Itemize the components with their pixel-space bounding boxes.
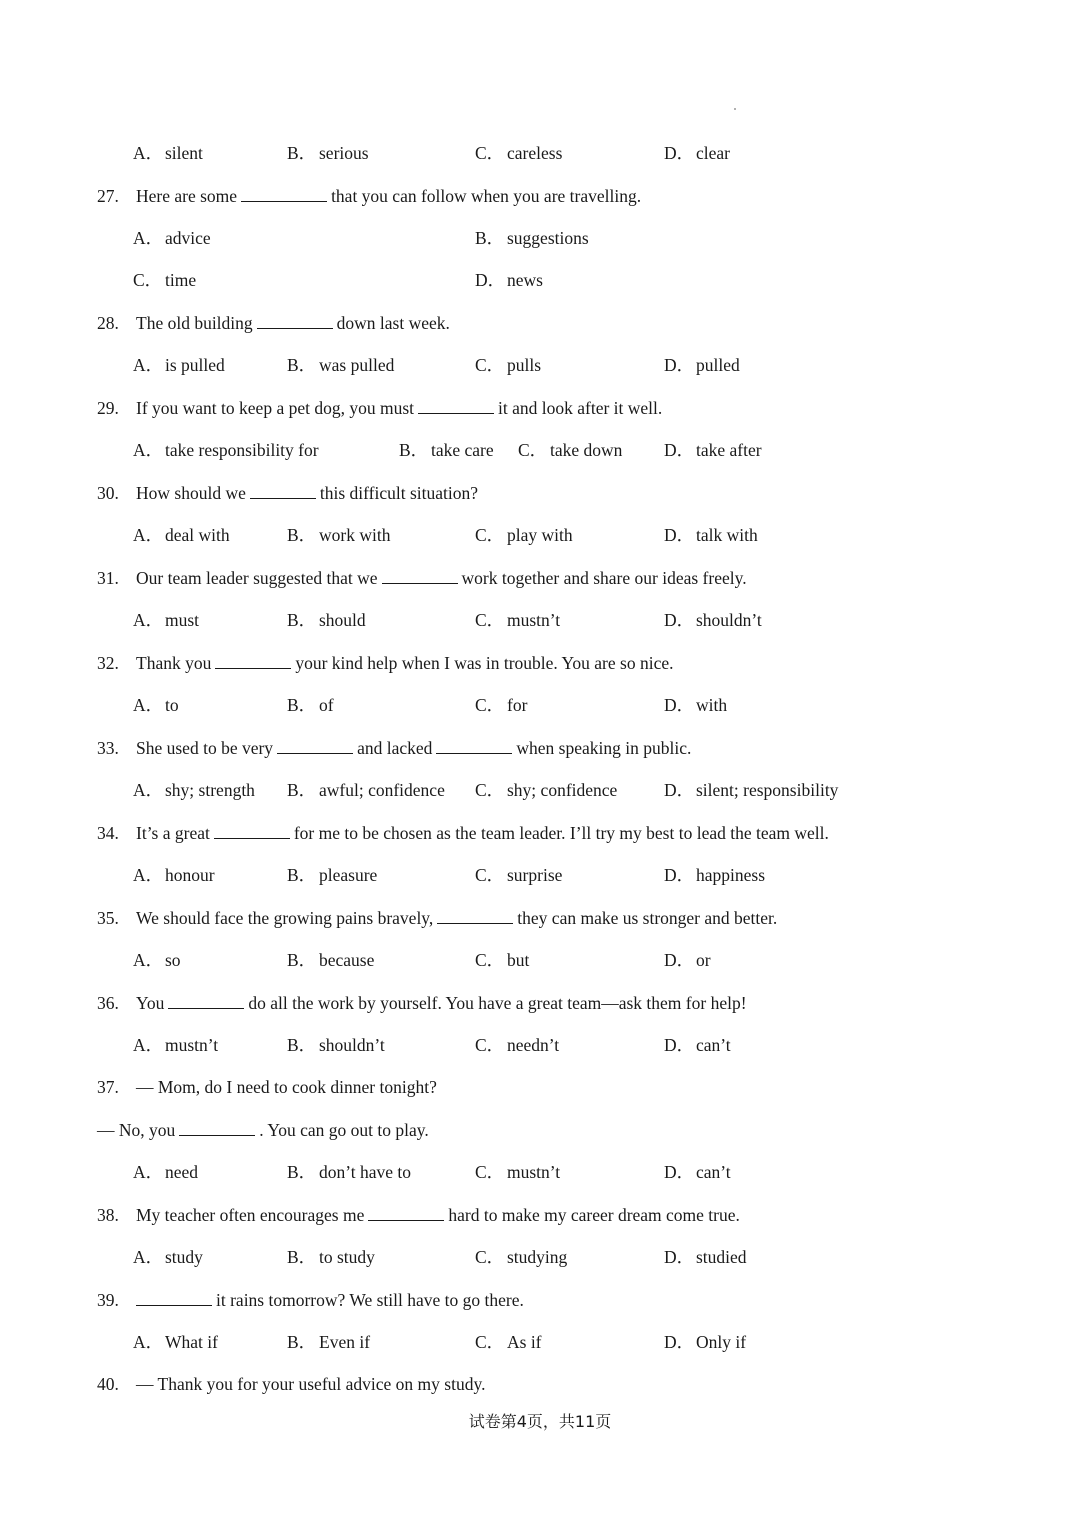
option-letter: A． — [133, 228, 164, 248]
option-b[interactable] — [287, 521, 390, 549]
option-text: so — [165, 950, 181, 970]
option-text: or — [696, 950, 711, 970]
option-text: can’t — [696, 1162, 731, 1182]
option-text: time — [165, 270, 197, 290]
option-letter: A． — [133, 1162, 164, 1182]
option-letter: B． — [287, 950, 317, 970]
option-letter: C． — [475, 143, 505, 163]
question-29-stem — [97, 393, 662, 421]
question-number: 38. — [97, 1205, 119, 1225]
option-b[interactable] — [287, 946, 374, 974]
stem-text: hard to make my career dream come true. — [448, 1205, 740, 1225]
stem-text: this difficult situation? — [319, 483, 478, 503]
option-letter: B． — [287, 865, 317, 885]
option-letter: D． — [664, 1162, 695, 1182]
question-number: 31. — [97, 568, 119, 588]
question-number: 28. — [97, 313, 119, 333]
stem-text: We should face the growing pains bravely, — [136, 908, 434, 928]
option-text: work with — [319, 525, 391, 545]
stem-text: — Thank you for your useful advice on my study. — [136, 1374, 486, 1394]
option-letter: C． — [475, 695, 505, 715]
option-letter: A． — [133, 440, 164, 460]
answer-blank — [277, 733, 353, 754]
option-text: awful; confidence — [319, 780, 445, 800]
option-letter: D． — [664, 950, 695, 970]
option-text: serious — [319, 143, 369, 163]
page-footer: 试卷第4页，共11页 — [468, 1412, 612, 1431]
option-c[interactable] — [475, 351, 541, 379]
option-b[interactable] — [287, 691, 334, 719]
question-34-stem — [97, 818, 829, 846]
option-text: take responsibility for — [165, 440, 319, 460]
stem-text: Here are some — [136, 186, 238, 206]
option-text: mustn’t — [507, 1162, 561, 1182]
option-b[interactable] — [287, 1243, 375, 1271]
question-31-stem — [97, 563, 747, 591]
option-c[interactable] — [475, 1031, 559, 1059]
option-c[interactable] — [518, 436, 622, 464]
question-number: 36. — [97, 993, 119, 1013]
option-c[interactable] — [475, 521, 573, 549]
option-d[interactable] — [664, 351, 740, 379]
option-letter: D． — [475, 270, 506, 290]
option-a[interactable] — [133, 1031, 218, 1059]
answer-blank — [179, 1115, 255, 1136]
question-35-stem — [97, 903, 777, 931]
option-letter: B． — [287, 525, 317, 545]
option-text: talk with — [696, 525, 758, 545]
option-letter: B． — [287, 610, 317, 630]
option-a[interactable] — [133, 691, 179, 719]
option-text: must — [165, 610, 200, 630]
option-c[interactable] — [475, 691, 527, 719]
option-text: shouldn’t — [319, 1035, 385, 1055]
option-letter: C． — [133, 270, 163, 290]
option-text: Even if — [319, 1332, 371, 1352]
scan-speck — [734, 108, 736, 110]
option-text: Only if — [696, 1332, 747, 1352]
option-text: As if — [507, 1332, 542, 1352]
option-a[interactable] — [133, 946, 181, 974]
option-letter: D． — [664, 1035, 695, 1055]
option-text: don’t have to — [319, 1162, 412, 1182]
option-a[interactable] — [133, 139, 203, 167]
question-number: 27. — [97, 186, 119, 206]
option-letter: D． — [664, 440, 695, 460]
option-a[interactable] — [133, 1328, 218, 1356]
option-text: studied — [696, 1247, 747, 1267]
option-letter: C． — [475, 1247, 505, 1267]
option-b[interactable] — [399, 436, 494, 464]
option-letter: B． — [287, 1035, 317, 1055]
option-b[interactable] — [287, 1031, 385, 1059]
option-b[interactable] — [287, 139, 369, 167]
question-28-stem — [97, 308, 450, 336]
question-number: 33. — [97, 738, 119, 758]
option-text: mustn’t — [165, 1035, 219, 1055]
option-letter: B． — [399, 440, 429, 460]
option-letter: C． — [475, 1332, 505, 1352]
option-letter: C． — [475, 1035, 505, 1055]
option-letter: C． — [475, 610, 505, 630]
option-d[interactable] — [664, 1328, 746, 1356]
option-letter: B． — [287, 143, 317, 163]
option-a[interactable] — [133, 1158, 198, 1186]
answer-blank — [368, 1200, 444, 1221]
stem-text: your kind help when I was in trouble. You are so nice. — [295, 653, 674, 673]
option-text: news — [507, 270, 543, 290]
option-letter: D． — [664, 355, 695, 375]
option-letter: B． — [287, 1162, 317, 1182]
option-letter: B． — [287, 355, 317, 375]
answer-blank — [250, 478, 316, 499]
option-letter: A． — [133, 355, 164, 375]
question-27-stem — [97, 181, 641, 209]
option-b[interactable] — [287, 351, 394, 379]
option-text: advice — [165, 228, 211, 248]
option-letter: A． — [133, 780, 164, 800]
option-letter: A． — [133, 610, 164, 630]
answer-blank — [241, 181, 327, 202]
option-text: deal with — [165, 525, 230, 545]
option-d[interactable] — [664, 946, 711, 974]
option-c[interactable] — [475, 776, 617, 804]
option-c[interactable] — [133, 266, 196, 294]
question-number: 34. — [97, 823, 119, 843]
option-text: take care — [431, 440, 494, 460]
option-letter: C． — [475, 950, 505, 970]
option-letter: D． — [664, 1332, 695, 1352]
option-text: mustn’t — [507, 610, 561, 630]
option-text: should — [319, 610, 366, 630]
answer-blank — [136, 1285, 212, 1306]
option-text: pleasure — [319, 865, 378, 885]
question-40-stem — [97, 1370, 485, 1398]
option-text: need — [165, 1162, 199, 1182]
option-letter: C． — [475, 525, 505, 545]
stem-text: work together and share our ideas freely. — [461, 568, 747, 588]
option-c[interactable] — [475, 1158, 560, 1186]
answer-blank — [382, 563, 458, 584]
answer-blank — [437, 903, 513, 924]
option-letter: B． — [287, 695, 317, 715]
question-38-stem — [97, 1200, 740, 1228]
question-number: 35. — [97, 908, 119, 928]
option-text: play with — [507, 525, 573, 545]
option-letter: D． — [664, 695, 695, 715]
option-a[interactable] — [133, 351, 225, 379]
question-number: 40. — [97, 1374, 119, 1394]
option-c[interactable] — [475, 139, 562, 167]
question-37-reply — [97, 1115, 429, 1143]
question-number: 37. — [97, 1077, 119, 1097]
option-letter: A． — [133, 1332, 164, 1352]
option-text: pulled — [696, 355, 740, 375]
option-d[interactable] — [664, 139, 730, 167]
option-text: study — [165, 1247, 203, 1267]
question-number: 30. — [97, 483, 119, 503]
option-text: shy; confidence — [507, 780, 618, 800]
option-text: to study — [319, 1247, 375, 1267]
option-a[interactable] — [133, 861, 215, 889]
reply-text: — No, you — [97, 1120, 176, 1140]
option-text: take down — [550, 440, 623, 460]
option-text: was pulled — [319, 355, 395, 375]
stem-text: Thank you — [136, 653, 212, 673]
option-letter: B． — [475, 228, 505, 248]
option-text: with — [696, 695, 728, 715]
option-letter: B． — [287, 780, 317, 800]
option-text: but — [507, 950, 530, 970]
option-letter: C． — [475, 355, 505, 375]
option-b[interactable] — [287, 861, 377, 889]
option-letter: D． — [664, 610, 695, 630]
stem-text: it rains tomorrow? We still have to go there. — [216, 1290, 524, 1310]
option-text: because — [319, 950, 375, 970]
option-text: to — [165, 695, 179, 715]
option-text: studying — [507, 1247, 568, 1267]
option-c[interactable] — [475, 606, 560, 634]
option-d[interactable] — [475, 266, 543, 294]
option-letter: A． — [133, 865, 164, 885]
option-text: for — [507, 695, 528, 715]
stem-text: She used to be very — [136, 738, 274, 758]
option-text: happiness — [696, 865, 766, 885]
question-33-stem — [97, 733, 691, 761]
answer-blank — [168, 988, 244, 1009]
option-letter: D． — [664, 525, 695, 545]
option-text: shouldn’t — [696, 610, 762, 630]
question-39-stem — [97, 1285, 524, 1313]
option-letter: C． — [475, 1162, 505, 1182]
option-d[interactable] — [664, 1243, 747, 1271]
option-a[interactable] — [133, 224, 211, 252]
option-text: honour — [165, 865, 215, 885]
option-text: suggestions — [507, 228, 589, 248]
option-a[interactable] — [133, 606, 199, 634]
option-letter: D． — [664, 143, 695, 163]
option-letter: B． — [287, 1247, 317, 1267]
option-text: careless — [507, 143, 563, 163]
option-c[interactable] — [475, 946, 529, 974]
option-text: needn’t — [507, 1035, 560, 1055]
option-text: What if — [165, 1332, 218, 1352]
option-d[interactable] — [664, 776, 838, 804]
option-letter: A． — [133, 950, 164, 970]
answer-blank — [418, 393, 494, 414]
question-number: 32. — [97, 653, 119, 673]
stem-text: Our team leader suggested that we — [136, 568, 378, 588]
option-letter: B． — [287, 1332, 317, 1352]
option-d[interactable] — [664, 1158, 731, 1186]
option-d[interactable] — [664, 521, 758, 549]
question-36-stem — [97, 988, 747, 1016]
reply-text: . You can go out to play. — [259, 1120, 429, 1140]
option-b[interactable] — [475, 224, 589, 252]
option-letter: D． — [664, 1247, 695, 1267]
stem-text: for me to be chosen as the team leader. I’ll try my best to lead the team well. — [293, 823, 829, 843]
option-a[interactable] — [133, 521, 230, 549]
option-text: can’t — [696, 1035, 731, 1055]
option-d[interactable] — [664, 691, 727, 719]
option-a[interactable] — [133, 436, 319, 464]
option-b[interactable] — [287, 776, 445, 804]
answer-blank — [436, 733, 512, 754]
option-text: surprise — [507, 865, 563, 885]
option-text: of — [319, 695, 334, 715]
answer-blank — [215, 648, 291, 669]
stem-text: The old building — [136, 313, 253, 333]
stem-text: — Mom, do I need to cook dinner tonight? — [136, 1077, 437, 1097]
option-b[interactable] — [287, 606, 366, 634]
option-text: shy; strength — [165, 780, 255, 800]
question-number: 29. — [97, 398, 119, 418]
option-c[interactable] — [475, 1243, 567, 1271]
option-letter: A． — [133, 143, 164, 163]
answer-blank — [257, 308, 333, 329]
question-32-stem — [97, 648, 673, 676]
option-b[interactable] — [287, 1328, 370, 1356]
option-c[interactable] — [475, 1328, 542, 1356]
option-letter: A． — [133, 695, 164, 715]
stem-text: down last week. — [336, 313, 450, 333]
stem-text: How should we — [136, 483, 246, 503]
stem-text: and lacked — [357, 738, 433, 758]
option-c[interactable] — [475, 861, 562, 889]
option-letter: C． — [475, 780, 505, 800]
option-a[interactable] — [133, 1243, 203, 1271]
question-37-stem — [97, 1073, 437, 1101]
stem-text: It’s a great — [136, 823, 210, 843]
question-30-stem — [97, 478, 478, 506]
stem-text: it and look after it well. — [498, 398, 663, 418]
option-letter: A． — [133, 525, 164, 545]
option-letter: D． — [664, 865, 695, 885]
stem-text: that you can follow when you are travelling. — [331, 186, 642, 206]
stem-text: they can make us stronger and better. — [517, 908, 778, 928]
option-text: take after — [696, 440, 762, 460]
stem-text: My teacher often encourages me — [136, 1205, 365, 1225]
option-d[interactable] — [664, 436, 762, 464]
option-a[interactable] — [133, 776, 255, 804]
option-text: silent — [165, 143, 203, 163]
stem-text: when speaking in public. — [516, 738, 692, 758]
stem-text: do all the work by yourself. You have a great team—ask them for help! — [248, 993, 747, 1013]
option-d[interactable] — [664, 1031, 731, 1059]
option-letter: A． — [133, 1247, 164, 1267]
option-letter: D． — [664, 780, 695, 800]
stem-text: If you want to keep a pet dog, you must — [136, 398, 415, 418]
option-b[interactable] — [287, 1158, 411, 1186]
question-number: 39. — [97, 1290, 119, 1310]
option-letter: C． — [518, 440, 548, 460]
option-text: is pulled — [165, 355, 225, 375]
answer-blank — [214, 818, 290, 839]
stem-text: You — [136, 993, 165, 1013]
option-letter: C． — [475, 865, 505, 885]
option-letter: A． — [133, 1035, 164, 1055]
option-text: silent; responsibility — [696, 780, 839, 800]
option-d[interactable] — [664, 606, 762, 634]
option-text: pulls — [507, 355, 542, 375]
option-text: clear — [696, 143, 730, 163]
option-d[interactable] — [664, 861, 765, 889]
